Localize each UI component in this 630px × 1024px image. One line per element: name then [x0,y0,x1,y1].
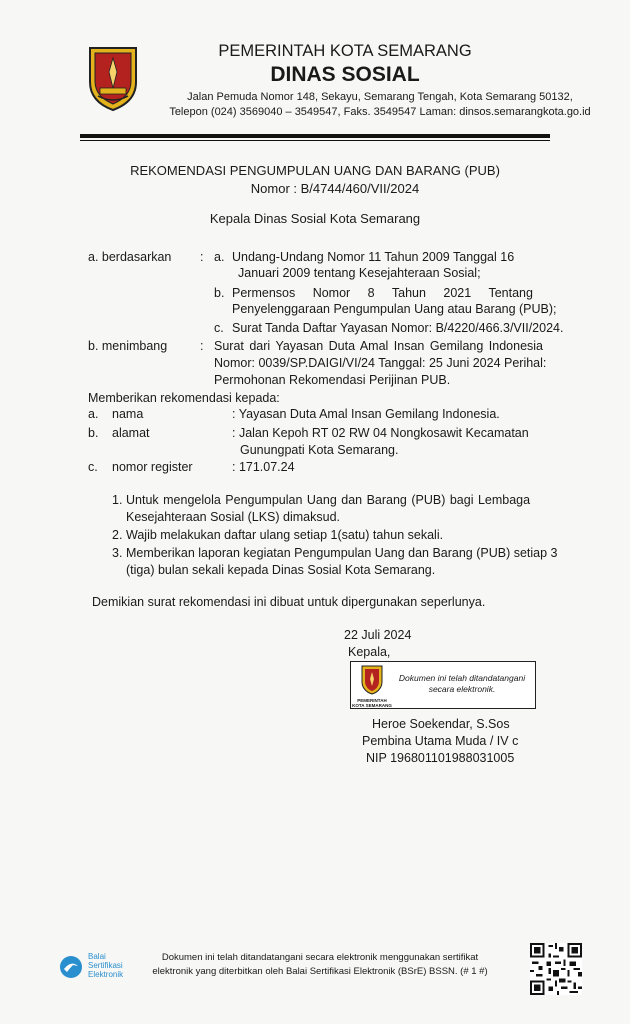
header-agency: DINAS SOSIAL [270,63,420,86]
basis-item-b-line1: Permensos Nomor 8 Tahun 2021 Tentang [232,286,533,300]
bsre-emblem-icon [58,954,84,980]
footer-note-line-1: Dokumen ini telah ditandatangani secara elektronik menggunakan sertifikat [161,952,479,963]
signature-role: Kepala, [348,645,391,659]
footer-note [150,951,490,979]
header-government: PEMERINTAH KOTA SEMARANG [218,42,472,60]
point-2-line1: Wajib melakukan daftar ulang setiap 1(satu) tahun sekali. [126,528,444,542]
basis-label: a. berdasarkan [88,250,172,264]
basis-item-a-line1: Undang-Undang Nomor 11 Tahun 2009 Tanggal 16 [232,250,515,264]
consider-line3: Permohonan Rekomendasi Perijinan PUB. [214,373,451,387]
recipient-value-address: : Jalan Kepoh RT 02 RW 04 Nongkosawit Kecamatan [232,426,529,440]
basis-marker-b: b. [214,286,225,300]
recipient-letter-b: b. [88,426,99,440]
recipient-letter-c: c. [88,460,98,474]
recipient-intro: Memberikan rekomendasi kepada: [88,391,280,405]
recipient-field-name: nama [112,407,144,421]
point-3-line1: Memberikan laporan kegiatan Pengumpulan Uang dan Barang (PUB) setiap 3 [126,546,558,560]
stamp-caption-line-2: KOTA SEMARANG [352,703,392,708]
footer-note-line-2: elektronik yang diterbitkan oleh Balai Sertifikasi Elektronik (BSrE) BSSN. (# 1 #) [152,966,488,977]
point-1-line1: Untuk mengelola Pengumpulan Uang dan Barang (PUB) bagi Lembaga [126,493,531,507]
basis-item-c-line1: Surat Tanda Daftar Yayasan Nomor: B/4220/466.3/VII/2024. [232,321,564,335]
recipient-field-register: nomor register [112,460,193,474]
recipient-value-address-2: Gunungpati Kota Semarang. [240,443,399,457]
basis-colon: : [200,250,204,264]
header-rule-thin [80,140,550,141]
recipient-letter-a: a. [88,407,99,421]
bsre-wordmark-3: Elektronik [88,970,124,979]
recipient-value-name: : Yayasan Duta Amal Insan Gemilang Indonesia. [232,407,500,421]
signature-date: 22 Juli 2024 [344,628,412,642]
signature-stamp-emblem [360,664,384,696]
basis-item-b-line2: Penyelenggaraan Pengumpulan Uang atau Barang (PUB); [232,302,557,316]
point-3-line2: (tiga) bulan sekali kepada Dinas Sosial Kota Semarang. [126,563,436,577]
basis-item-a-line2: Januari 2009 tentang Kesejahteraan Sosial; [238,266,481,280]
recipient-field-address: alamat [112,426,150,440]
basis-marker-a: a. [214,250,225,264]
consider-line1: Surat dari Yayasan Duta Amal Insan Gemilang Indonesia [214,339,544,353]
signatory-name: Heroe Soekendar, S.Sos [372,717,510,731]
document-number: Nomor : B/4744/460/VII/2024 [250,181,420,196]
address-line-1: Jalan Pemuda Nomor 148, Sekayu, Semarang Tengah, Kota Semarang 50132, [187,91,573,103]
address-line-2: Telepon (024) 3569040 – 3549547, Faks. 3549547 Laman: dinsos.semarangkota.go.id [169,106,591,118]
stamp-caption-line-1: PEMERINTAH [357,698,387,703]
point-2-number: 2. [112,528,123,542]
bsre-wordmark-1: Balai [88,952,106,961]
document-title-block [0,162,630,198]
signatory-rank: Pembina Utama Muda / IV c [362,734,519,748]
consider-label: b. menimbang [88,339,168,353]
point-3-number: 3. [112,546,123,560]
issuer-line: Kepala Dinas Sosial Kota Semarang [209,211,421,226]
basis-marker-c: c. [214,321,224,335]
consider-colon: : [200,339,204,353]
bsre-wordmark-2: Sertifikasi [88,961,123,970]
bsre-wordmark [88,952,123,979]
header-address [0,90,630,120]
consider-line2: Nomor: 0039/SP.DAIGI/VI/24 Tanggal: 25 Juni 2024 Perihal: [214,356,547,370]
qr-code-icon [530,943,582,995]
e-signature-text-line-2: secara elektronik. [428,684,496,694]
header-rule-thick [80,134,550,138]
closing-statement: Demikian surat rekomendasi ini dibuat untuk dipergunakan seperlunya. [92,595,486,609]
e-signature-text [392,673,532,695]
stamp-caption [352,698,392,708]
document-title: REKOMENDASI PENGUMPULAN UANG DAN BARANG (PUB) [130,163,500,178]
signatory-nip: NIP 196801101988031005 [366,751,515,765]
point-1-number: 1. [112,493,123,507]
e-signature-text-line-1: Dokumen ini telah ditandatangani [398,673,526,683]
bsre-logo [58,950,148,990]
point-1-line2: Kesejahteraan Sosial (LKS) dimaksud. [126,510,341,524]
recipient-value-register: : 171.07.24 [232,460,295,474]
